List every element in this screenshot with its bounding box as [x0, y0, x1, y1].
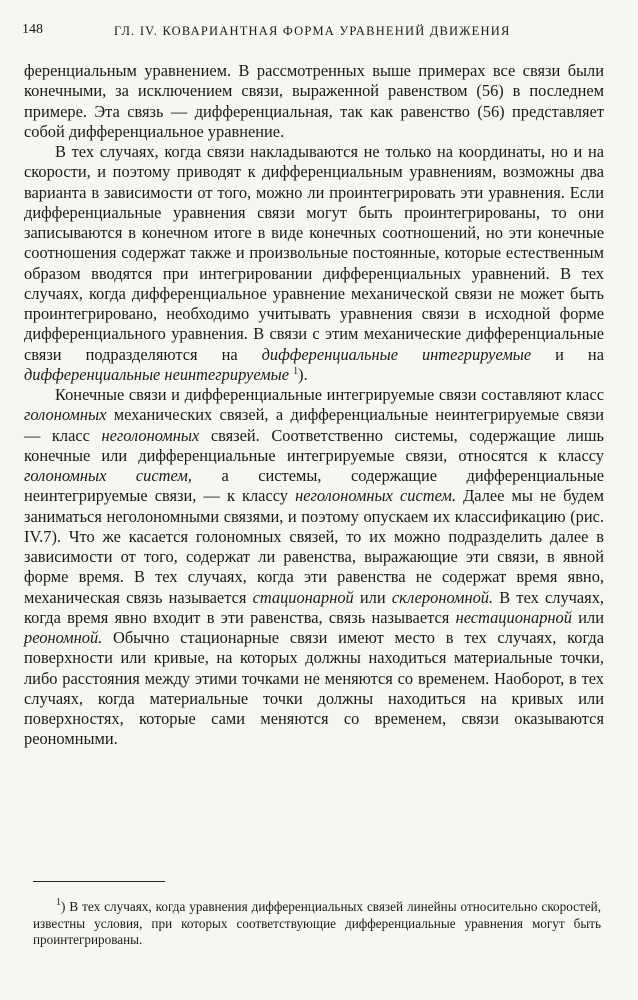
term-nonholonomic-systems: неголономных систем. [295, 486, 456, 506]
term-scleronomic: склерономной. [391, 587, 494, 607]
paragraph-2 [24, 142, 604, 385]
p3-segment-7: В тех случаях, когда время явно входит в эти равенства, связь называется [24, 587, 604, 627]
p3-segment-6: или [359, 587, 386, 607]
p3-segment-5: Далее мы не будем заниматься неголономными связями, и поэтому опускаем их классификацию (рис. IV.7). Что же касается голономных связей, то их можно подразделить далее в зависимости от того, содержат ли равенства, выражающие эти связи, в явной форме время. В тех случаях, когда эти равенства не содержат время явно, механическая связь называется [24, 486, 605, 607]
footnote-mark: 1 [56, 897, 61, 908]
paragraph-2-text: В тех случаях, когда связи накладываются не только на координаты, но и на скорости, и поэтому приводят к дифференциальным уравнениям, возможны два варианта в зависимости от того, можно ли проинтегрировать эти уравнения. Если дифференциальные уравнения связи могут быть проинтегрированы, то они записываются в конечном итоге в виде конечных соотношений, но эти конечные соотношения содержат также и произвольные постоянные, которые естественным образом вводятся при интегрировании дифференциальных уравнений. В тех случаях, когда дифференциальное уравнение механической связи не может быть проинтегрировано, необходимо учитывать уравнения связи в исходной форме дифференциального уравнения. В связи с этим механические дифференциальные связи подразделяются на [24, 142, 604, 364]
footnote-divider [33, 881, 165, 882]
p3-segment-4: а системы, содержащие дифференциальные неинтегрируемые связи, — к классу [24, 466, 604, 506]
main-text [24, 61, 604, 750]
page-number: 148 [22, 22, 43, 37]
paragraph-1: ференциальным уравнением. В рассмотренных выше примерах все связи были конечными, за исключением связи, выраженной равенством (56) в последнем примере. Эта связь — дифференциальная, так как равенство (56) представляет собой дифференциальное уравнение. [24, 61, 604, 141]
term-holonomic-systems: голономных систем, [24, 466, 192, 485]
p3-segment-8: или [578, 607, 604, 627]
footnote [33, 899, 601, 949]
p3-segment-2: механических связей, а дифференциальные неинтегрируемые связи — класс [24, 405, 604, 445]
p3-segment-9: Обычно стационарные связи имеют место в тех случаях, когда поверхности или кривые, на которых должны находиться материальные точки, либо расстояния между этими точками не меняются со временем. Наоборот, в тех случаях, когда материальные точки должны находиться на кривых или поверхностях, которые сами меняются со временем, связи оказываются реономными. [24, 628, 604, 749]
term-stationary: стационарной [252, 587, 354, 607]
footnote-text: ) В тех случаях, когда уравнения дифференциальных связей линейны относительно скоростей, известны условия, при которых соответствующие дифференциальные уравнения могут быть проинтегрированы. [33, 899, 601, 947]
term-holonomic: голономных [24, 405, 107, 425]
paragraph-2-end: ). [298, 364, 308, 384]
paragraph-3 [24, 385, 604, 750]
conjunction: и на [555, 344, 604, 364]
term-nonstationary: нестационарной [455, 607, 572, 627]
footnote-reference[interactable]: 1 [293, 365, 299, 377]
term-diff-integrable: дифференциальные интегрируемые [261, 344, 532, 364]
term-nonholonomic: неголономных [101, 425, 200, 445]
running-title: ГЛ. IV. КОВАРИАНТНАЯ ФОРМА УРАВНЕНИЙ ДВИЖЕНИЯ [114, 24, 511, 38]
page-header [22, 22, 618, 44]
term-rheonomic: реономной. [24, 628, 103, 647]
term-diff-nonintegrable: дифференциальные неинтегрируемые [24, 364, 290, 384]
p3-segment-3: связей. Соответственно системы, содержащие лишь конечные или дифференциальные интегрируемые связи, относятся к классу [24, 425, 604, 465]
p3-segment-1: Конечные связи и дифференциальные интегрируемые связи составляют класс [55, 385, 604, 404]
